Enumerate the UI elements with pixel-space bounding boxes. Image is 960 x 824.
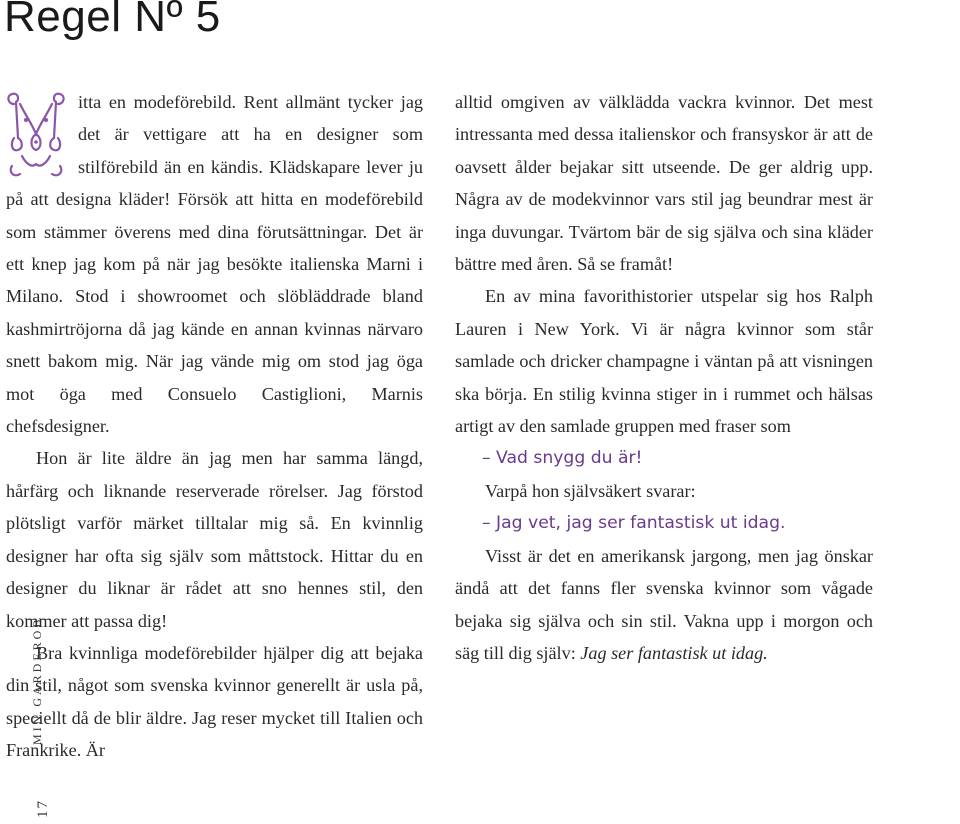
left-paragraph-3: Bra kvinnliga modeförebilder hjälper dig att bejaka din stil, något som svenska kvinnor generellt är usla på, speciellt då de blir äldre. Jag reser mycket till Italien och Frankrike. Är — [6, 642, 423, 761]
left-paragraph-1: itta en modeförebild. Rent allmänt tycker jag det är vettigare att ha en designer som stilförebild än en kändis. Klädskapare lever ju på att designa kläder! Försök att hitta en modeförebild som stämmer överens med dina förutsättningar. Det är ett knep jag kom på när jag besökte italienska Marni i Milano. Stod i showroomet och slöbläddrade bland kashmirtröjorna då jag kände en annan kvinnas närvaro snett bakom mig. När jag vände mig om stod jag öga mot öga med Consuelo Castiglioni, Marnis chefsdesigner. — [6, 92, 423, 437]
right-paragraph-1: alltid omgiven av välklädda vackra kvinnor. Det mest intressanta med dessa italienskor och fransyskor är att de oavsett ålder bejakar sitt utseende. De ger aldrig upp. Några av de modekvinnor vars stil jag beundrar mest är inga duvungar. Tvärtom bär de sig själva och sina kläder bättre med åren. Så se framåt! — [455, 92, 873, 275]
right-paragraph-3: Varpå hon självsäkert svarar: — [485, 480, 696, 501]
page-title: Regel Nº 5 — [4, 0, 221, 41]
dialogue-quote-1: – Vad snygg du är! — [482, 448, 643, 469]
left-column — [6, 86, 423, 767]
left-paragraph-2: Hon är lite äldre än jag men har samma längd, hårfärg och liknande reserverade rörelser. Jag förstod plötsligt varför märket tilltalar mig så. En kvinnlig designer har ofta sig själv som måttstock. Hittar du en designer du liknar är rådet att sno hennes stil, den kommer att passa dig! — [6, 448, 423, 631]
right-paragraph-4 — [455, 540, 873, 670]
section-label: MIN GARDEROB — [30, 616, 44, 745]
page-number: 17 — [35, 799, 51, 818]
right-paragraph-4-italic: Jag ser fantastisk ut idag. — [580, 642, 768, 663]
right-paragraph-4-text: Visst är det en amerikansk jargong, men jag önskar ändå att det fanns fler svenska kvinnor som vågade bejaka sig själva och sin stil. Vakna upp i morgon och säg till dig själv: — [455, 545, 873, 663]
dialogue-quote-2: – Jag vet, jag ser fantastisk ut idag. — [482, 513, 786, 534]
right-column — [455, 86, 873, 669]
ornamental-dropcap-m — [4, 90, 70, 180]
right-paragraph-2: En av mina favorithistorier utspelar sig hos Ralph Lauren i New York. Vi är några kvinnor som står samlade och dricker champagne i väntan på att visningen ska börja. En stilig kvinna stiger in i rummet och hälsas artigt av den samlade gruppen med fraser som — [455, 286, 873, 437]
